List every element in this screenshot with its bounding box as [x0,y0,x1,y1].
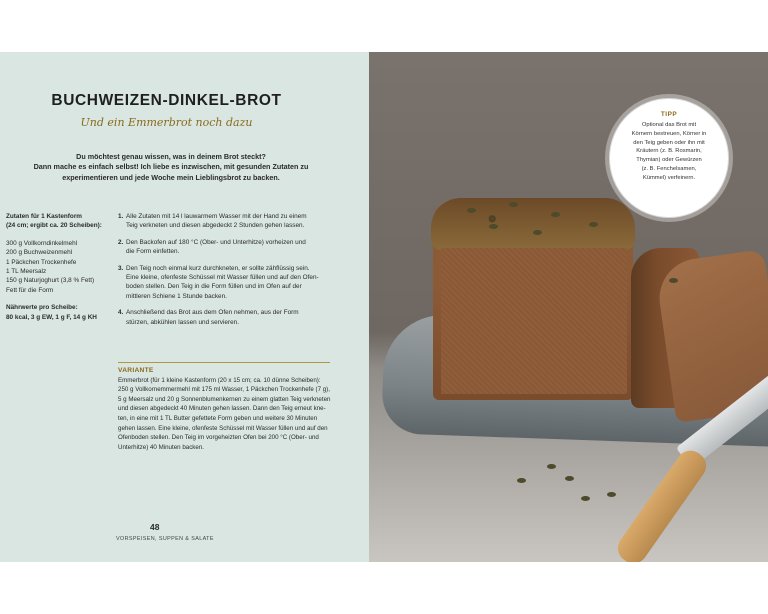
knife-handle [612,445,711,562]
pumpkin-seed [517,478,526,483]
variante-line: 5 g Meersalz und 20 g Sonnenblumenkernen zu einem glatten Teig verkneten [118,395,331,403]
intro-line: experimentieren und jede Woche mein Lieblingsbrot zu backen. [62,172,280,182]
step-line: Teig verkneten und diesen abgedeckt 2 Stunden gehen lassen. [126,222,305,230]
variante-line: ten, in eine mit 1 TL Butter gefettete Form geben und weitere 30 Minuten [118,414,318,422]
tip-heading: TIPP [660,111,678,118]
ingredients-list [6,212,112,322]
ingredient-item: 200 g Buchweizenmehl [6,249,73,257]
variante-box [118,362,330,452]
pumpkin-seed [547,464,556,469]
ingredient-item: 1 TL Meersalz [6,268,47,276]
intro-line: Du möchtest genau wissen, was in deinem Brot steckt? [76,152,266,161]
variante-line: Emmerbrot (für 1 kleine Kastenform (20 x 15 cm; ca. 10 dünne Scheiben): [118,376,321,384]
step-number: 3. [118,264,124,272]
intro-text [26,152,316,183]
page-number: 48 [150,522,160,532]
step-number: 4. [118,309,124,317]
step-line: mittleren Schiene 1 Stunde backen. [126,292,227,300]
step-number: 1. [118,213,124,220]
chapter-footer: VORSPEISEN, SUPPEN & SALATE [116,536,214,542]
seeded-crust [431,198,635,250]
left-page [0,52,369,562]
step-3 [118,264,330,302]
ingredient-item: 150 g Naturjoghurt (3,8 % Fett) [6,277,95,285]
step-line: Den Backofen auf 180 °C (Ober- und Unterhitze) vorheizen und [126,238,306,246]
variante-heading: VARIANTE [118,367,154,374]
tip-line: Thymian) oder Gewürzen [636,157,702,164]
tip-text [614,121,724,183]
bread-crumb [441,248,627,394]
step-line: die Form einfetten. [126,248,180,256]
pumpkin-seed [669,278,678,283]
step-4 [118,308,330,327]
variante-line: und diesen abgedeckt 40 Minuten gehen lassen. Dann den Teig erneut kne- [118,405,326,413]
pumpkin-seed [565,476,574,481]
pumpkin-seed [533,230,542,235]
pumpkin-seed [509,202,518,207]
tip-line: den Teig geben oder ihn mit [633,139,705,146]
variante-line: gehen lassen. Eine kleine, ofenfeste Schüssel mit Wasser füllen und auf den [118,424,328,432]
nutrition-header: Nährwerte pro Scheibe: [6,304,78,312]
tip-line: Optional das Brot mit [641,122,697,128]
tip-line: Kümmel) verfeinern. [642,174,696,181]
ingredients-header: (24 cm; ergibt ca. 20 Scheiben): [6,222,102,230]
tip-line: Körnern bestreuen, Körner in [631,130,707,137]
recipe-title: BUCHWEIZEN-DINKEL-BROT [51,92,282,109]
recipe-subtitle: Und ein Emmerbrot noch dazu [80,116,253,129]
step-line: Den Teig noch einmal kurz durchkneten, er sollte zähflüssig sein. [126,264,310,272]
variante-line: Unterhitze) 40 Minuten backen. [118,443,204,451]
step-line: boden stellen. Den Teig in die Form füllen und im Ofen auf der [126,283,302,291]
pumpkin-seed [489,224,498,229]
tip-bubble [609,98,729,218]
step-line: Eine kleine, ofenfeste Schüssel mit Wasser füllen und auf den Ofen- [126,274,319,282]
bread-photo [369,52,768,562]
book-spread [0,52,768,562]
step-2 [118,238,330,257]
instruction-steps [118,212,330,334]
ingredient-item: 1 Päckchen Trockenhefe [6,258,77,266]
pumpkin-seed [467,208,476,213]
intro-line: Dann mache es einfach selbst! Ich liebe es inzwischen, mit gesunden Zutaten zu [33,162,309,172]
variante-line: Ofenboden stellen. Den Teig im vorgeheizten Ofen bei 200 °C (Ober- und [118,434,319,442]
step-number: 2. [118,238,124,246]
ingredient-item: Fett für die Form [6,286,54,294]
pumpkin-seed [589,222,598,227]
step-line: Anschließend das Brot aus dem Ofen nehmen, aus der Form [126,309,299,317]
variante-line: 250 g Vollkornemmermehl mit 175 ml Wasser, 1 Päckchen Trockenhefe (7 g), [118,386,330,394]
tip-line: Kräutern (z. B. Rosmarin, [636,148,702,155]
step-line: stürzen, abkühlen lassen und servieren. [126,318,239,326]
pumpkin-seed [551,212,560,217]
ingredient-item: 300 g Vollkorndinkelmehl [6,239,78,247]
pumpkin-seed [581,496,590,501]
step-line: Alle Zutaten mit 14 l lauwarmem Wasser mit der Hand zu einem [126,213,307,220]
tip-line: (z. B. Fenchelsamen, [641,165,697,172]
nutrition-values: 80 kcal, 3 g EW, 1 g F, 14 g KH [6,313,97,321]
step-1 [118,212,330,231]
ingredients-header: Zutaten für 1 Kastenform [6,213,82,220]
pumpkin-seed [607,492,616,497]
